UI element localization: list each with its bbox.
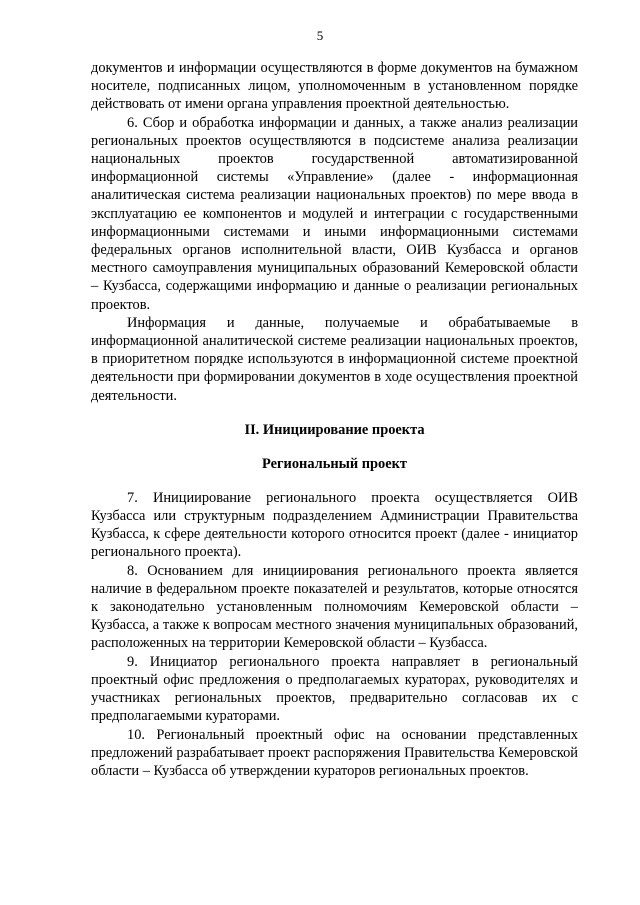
paragraph-9: 9. Инициатор регионального проекта направляет в региональный проектный офис предложения о предполагаемых кураторах, руководителях и участниках региональных проектов, предварительно согласовав их с предполагаемыми кураторами. xyxy=(91,653,578,725)
paragraph-10: 10. Региональный проектный офис на основании представленных предложений разрабатывает проект распоряжения Правительства Кемеровской области – Кузбасса об утверждении кураторов региональных проектов. xyxy=(91,726,578,779)
paragraph-8: 8. Основанием для инициирования регионального проекта является наличие в федеральном проекте показателей и результатов, которые относятся к законодательно установленным полномочиям Кемеровской области – Кузбасса, а также к вопросам местного значения муниципальных образований, расположенных на территории Кемеровской области – Кузбасса. xyxy=(91,562,578,652)
paragraph-continuation: документов и информации осуществляются в форме документов на бумажном носителе, подписанных лицом, уполномоченным в установленном порядке действовать от имени органа управления проектной деятельностью. xyxy=(91,60,578,113)
paragraph-6-information: Информация и данные, получаемые и обрабатываемые в информационной аналитической системе реализации национальных проектов, в приоритетном порядке используются в информационной системе проектной деятельности при формировании документов в ходе осуществления проектной деятельности. xyxy=(91,314,578,404)
page-content xyxy=(91,59,578,780)
section-heading: II. Инициирование проекта xyxy=(244,421,425,438)
subsection-heading: Региональный проект xyxy=(262,455,407,472)
page-number: 5 xyxy=(316,28,324,43)
paragraph-7: 7. Инициирование регионального проекта осуществляется ОИВ Кузбасса или структурным подразделением Администрации Правительства Кузбасса, к сфере деятельности которого относится проект (далее - инициатор регионального проекта). xyxy=(91,489,578,561)
paragraph-6: 6. Сбор и обработка информации и данных, а также анализ реализации региональных проектов осуществляются в подсистеме анализа реализации национальных проектов государственной автоматизированной информационной системы «Управление» (далее - информационная аналитическая система реализации национальных проектов) по мере ввода в эксплуатацию ее компонентов и модулей и интеграции с государственными информационными системами и иными информационными системами федеральных органов исполнительной власти, ОИВ Кузбасса и органов местного самоуправления муниципальных образований Кемеровской области – Кузбасса, содержащими информацию и данные о реализации региональных проектов. xyxy=(91,114,578,313)
